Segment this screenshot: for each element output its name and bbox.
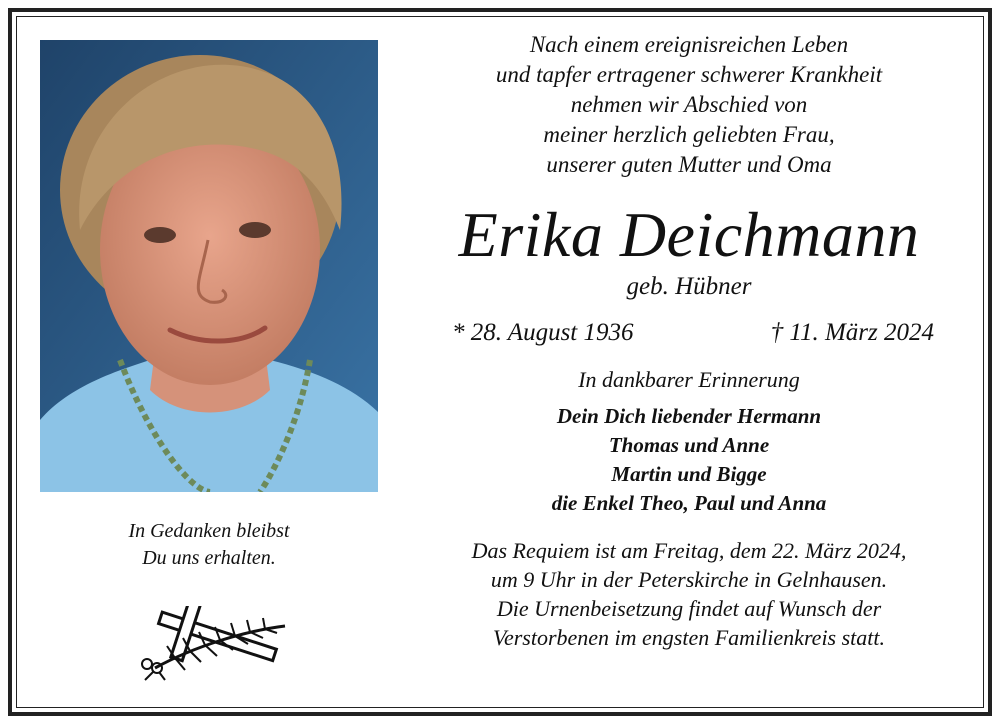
family-line: die Enkel Theo, Paul und Anna [551, 491, 827, 515]
family-line: Dein Dich liebender Hermann [556, 404, 822, 428]
cross-with-palm-icon [135, 606, 295, 682]
left-quote-line: In Gedanken bleibst [128, 520, 290, 542]
intro-text [408, 30, 970, 180]
family-list [408, 402, 970, 518]
requiem-line: um 9 Uhr in der Peterskirche in Gelnhausen. [490, 567, 888, 592]
family-line: Martin und Bigge [611, 462, 767, 486]
portrait-photo [40, 40, 378, 492]
requiem-line: Das Requiem ist am Freitag, dem 22. März 2024, [471, 538, 907, 563]
requiem-text [408, 536, 970, 652]
memory-text: In dankbarer Erinnerung [578, 367, 800, 392]
birth-name: geb. Hübner [626, 273, 752, 300]
requiem-line: Verstorbenen im engsten Familienkreis statt. [492, 625, 886, 650]
intro-line: unserer guten Mutter und Oma [546, 152, 832, 177]
deceased-name: Erika Deichmann [458, 199, 920, 270]
requiem-line: Die Urnenbeisetzung findet auf Wunsch der [496, 596, 882, 621]
death-date: † 11. März 2024 [770, 319, 934, 346]
left-quote [40, 518, 378, 572]
intro-line: Nach einem ereignisreichen Leben [529, 32, 849, 57]
family-line: Thomas und Anne [608, 433, 770, 457]
left-quote-line: Du uns erhalten. [142, 547, 276, 569]
life-dates [408, 318, 970, 348]
intro-line: meiner herzlich geliebten Frau, [543, 122, 835, 147]
intro-line: nehmen wir Abschied von [570, 92, 808, 117]
announcement-text [408, 30, 970, 652]
intro-line: und tapfer ertragener schwerer Krankheit [495, 62, 883, 87]
birth-date: * 28. August 1936 [452, 319, 634, 346]
